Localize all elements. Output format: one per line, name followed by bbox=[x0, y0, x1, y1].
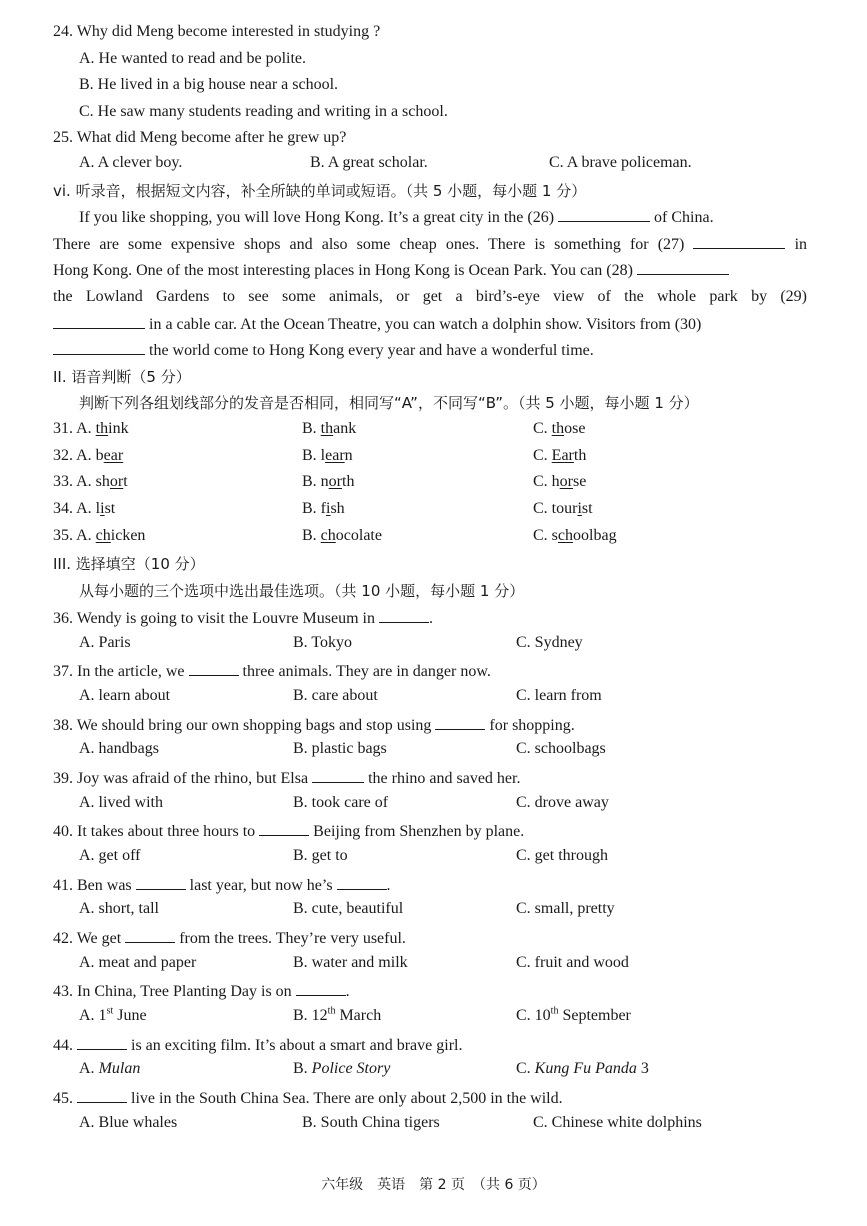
phonetic-option-31-b: B. thank bbox=[302, 420, 357, 437]
section-2-instructions: 判断下列各组划线部分的发音是否相同，相同写“A”，不同写“B”。（共 5 小题，每小题 1 分） bbox=[79, 394, 699, 412]
option-38-a: A. handbags bbox=[79, 740, 159, 757]
question-text: 40. It takes about three hours to bbox=[53, 823, 256, 840]
option-25-b: B. A great scholar. bbox=[310, 154, 428, 171]
question-text: . bbox=[345, 983, 350, 1000]
phonetic-option-31-c: C. those bbox=[533, 420, 586, 437]
phonetic-option-34-c: C. tourist bbox=[533, 500, 593, 517]
phonetic-option-32-c: C. Earth bbox=[533, 447, 587, 464]
option-24-b: B. He lived in a big house near a school. bbox=[79, 76, 339, 93]
option-36-b: B. Tokyo bbox=[293, 634, 353, 651]
option-40-a: A. get off bbox=[79, 847, 141, 864]
answer-blank[interactable] bbox=[259, 820, 309, 836]
passage-line-6 bbox=[53, 339, 807, 362]
answer-blank[interactable] bbox=[296, 980, 346, 996]
question-37 bbox=[53, 660, 807, 683]
option-40-c: C. get through bbox=[516, 847, 608, 864]
question-text: the rhino and saved her. bbox=[368, 770, 521, 787]
section-2-title: II. 语音判断（5 分） bbox=[53, 368, 191, 386]
page-footer: 六年级 英语 第 2 页 （共 6 页） bbox=[321, 1177, 546, 1193]
option-37-c: C. learn from bbox=[516, 687, 602, 704]
passage-text: of China. bbox=[654, 209, 714, 226]
option-42-b: B. water and milk bbox=[293, 954, 408, 971]
blank-26[interactable] bbox=[558, 206, 650, 222]
question-text: . bbox=[428, 610, 433, 627]
section-3-title: III. 选择填空（10 分） bbox=[53, 555, 205, 573]
question-text: . bbox=[386, 877, 391, 894]
option-37-a: A. learn about bbox=[79, 687, 171, 704]
option-36-a: A. Paris bbox=[79, 634, 131, 651]
question-text: 44. bbox=[53, 1037, 73, 1054]
question-text: live in the South China Sea. There are only about 2,500 in the wild. bbox=[131, 1090, 563, 1107]
option-44-c: C. Kung Fu Panda 3 bbox=[516, 1060, 649, 1077]
option-43-a: A. 1st June bbox=[79, 1005, 147, 1024]
phonetic-option-31-a: 31. A. think bbox=[53, 420, 129, 437]
option-43-c: C. 10th September bbox=[516, 1005, 631, 1024]
option-41-b: B. cute, beautiful bbox=[293, 900, 404, 917]
option-41-c: C. small, pretty bbox=[516, 900, 615, 917]
phonetic-option-32-a: 32. A. bear bbox=[53, 447, 124, 464]
question-text: for shopping. bbox=[489, 717, 575, 734]
answer-blank[interactable] bbox=[136, 874, 186, 890]
option-44-a: A. Mulan bbox=[79, 1060, 141, 1077]
question-38 bbox=[53, 714, 807, 737]
passage-line-5 bbox=[53, 313, 807, 336]
passage-text: the world come to Hong Kong every year and have a wonderful time. bbox=[149, 342, 594, 359]
answer-blank[interactable] bbox=[125, 927, 175, 943]
question-text: 36. Wendy is going to visit the Louvre Museum in bbox=[53, 610, 375, 627]
answer-blank[interactable] bbox=[337, 874, 387, 890]
question-text: 37. In the article, we bbox=[53, 663, 185, 680]
question-41 bbox=[53, 874, 807, 897]
question-40 bbox=[53, 820, 807, 843]
phonetic-option-33-a: 33. A. short bbox=[53, 473, 128, 490]
phonetic-option-35-b: B. chocolate bbox=[302, 527, 382, 544]
question-25: 25. What did Meng become after he grew up? bbox=[53, 129, 347, 146]
option-41-a: A. short, tall bbox=[79, 900, 159, 917]
question-text: 39. Joy was afraid of the rhino, but Elsa bbox=[53, 770, 309, 787]
option-37-b: B. care about bbox=[293, 687, 378, 704]
option-42-a: A. meat and paper bbox=[79, 954, 197, 971]
passage-line-1 bbox=[79, 206, 807, 229]
passage-text: There are some expensive shops and also some cheap ones. There is something for (27) bbox=[53, 236, 685, 253]
section-3-instructions: 从每小题的三个选项中选出最佳选项。（共 10 小题，每小题 1 分） bbox=[79, 582, 525, 600]
option-40-b: B. get to bbox=[293, 847, 348, 864]
question-24: 24. Why did Meng become interested in studying ? bbox=[53, 23, 381, 40]
question-text: 43. In China, Tree Planting Day is on bbox=[53, 983, 292, 1000]
passage-line-2 bbox=[53, 233, 807, 256]
phonetic-option-32-b: B. learn bbox=[302, 447, 353, 464]
phonetic-option-35-c: C. schoolbag bbox=[533, 527, 617, 544]
question-text: last year, but now he’s bbox=[189, 877, 333, 894]
question-42 bbox=[53, 927, 807, 950]
phonetic-option-34-b: B. fish bbox=[302, 500, 345, 517]
question-text: 41. Ben was bbox=[53, 877, 132, 894]
passage-text: in bbox=[794, 236, 808, 253]
option-44-b: B. Police Story bbox=[293, 1060, 391, 1077]
question-43 bbox=[53, 980, 807, 1003]
passage-text: in a cable car. At the Ocean Theatre, you can watch a dolphin show. Visitors from (30) bbox=[149, 316, 702, 333]
passage-text: If you like shopping, you will love Hong Kong. It’s a great city in the (26) bbox=[79, 209, 555, 226]
option-43-b: B. 12th March bbox=[293, 1005, 382, 1024]
answer-blank[interactable] bbox=[312, 767, 364, 783]
question-45 bbox=[53, 1087, 807, 1110]
passage-text: Hong Kong. One of the most interesting places in Hong Kong is Ocean Park. You can (28) bbox=[53, 262, 633, 279]
option-24-c: C. He saw many students reading and writing in a school. bbox=[79, 103, 448, 120]
blank-29[interactable] bbox=[53, 313, 145, 329]
option-25-c: C. A brave policeman. bbox=[549, 154, 692, 171]
blank-30[interactable] bbox=[53, 339, 145, 355]
option-45-a: A. Blue whales bbox=[79, 1114, 178, 1131]
phonetic-option-33-c: C. horse bbox=[533, 473, 587, 490]
question-text: 38. We should bring our own shopping bags and stop using bbox=[53, 717, 432, 734]
answer-blank[interactable] bbox=[77, 1087, 127, 1103]
option-38-b: B. plastic bags bbox=[293, 740, 387, 757]
question-text: 45. bbox=[53, 1090, 73, 1107]
phonetic-option-34-a: 34. A. list bbox=[53, 500, 116, 517]
option-25-a: A. A clever boy. bbox=[79, 154, 183, 171]
option-42-c: C. fruit and wood bbox=[516, 954, 629, 971]
question-44 bbox=[53, 1034, 807, 1057]
passage-line-4: the Lowland Gardens to see some animals, or get a bird’s-eye view of the whole park by (29) bbox=[53, 288, 807, 305]
passage-line-3 bbox=[53, 259, 807, 282]
answer-blank[interactable] bbox=[379, 607, 429, 623]
question-36 bbox=[53, 607, 807, 630]
option-39-b: B. took care of bbox=[293, 794, 389, 811]
blank-28[interactable] bbox=[637, 259, 729, 275]
question-text: Beijing from Shenzhen by plane. bbox=[313, 823, 525, 840]
answer-blank[interactable] bbox=[189, 660, 239, 676]
blank-27[interactable] bbox=[693, 233, 785, 249]
option-36-c: C. Sydney bbox=[516, 634, 583, 651]
option-38-c: C. schoolbags bbox=[516, 740, 606, 757]
option-39-a: A. lived with bbox=[79, 794, 163, 811]
question-text: three animals. They are in danger now. bbox=[242, 663, 491, 680]
option-45-b: B. South China tigers bbox=[302, 1114, 440, 1131]
phonetic-option-33-b: B. north bbox=[302, 473, 355, 490]
option-24-a: A. He wanted to read and be polite. bbox=[79, 50, 307, 67]
option-45-c: C. Chinese white dolphins bbox=[533, 1114, 702, 1131]
option-39-c: C. drove away bbox=[516, 794, 609, 811]
answer-blank[interactable] bbox=[435, 714, 485, 730]
phonetic-option-35-a: 35. A. chicken bbox=[53, 527, 146, 544]
question-39 bbox=[53, 767, 807, 790]
question-text: is an exciting film. It’s about a smart and brave girl. bbox=[131, 1037, 463, 1054]
section-vi-title: vi. 听录音，根据短文内容，补全所缺的单词或短语。（共 5 小题，每小题 1 分） bbox=[53, 182, 587, 200]
question-text: from the trees. They’re very useful. bbox=[179, 930, 406, 947]
question-text: 42. We get bbox=[53, 930, 122, 947]
answer-blank[interactable] bbox=[77, 1034, 127, 1050]
